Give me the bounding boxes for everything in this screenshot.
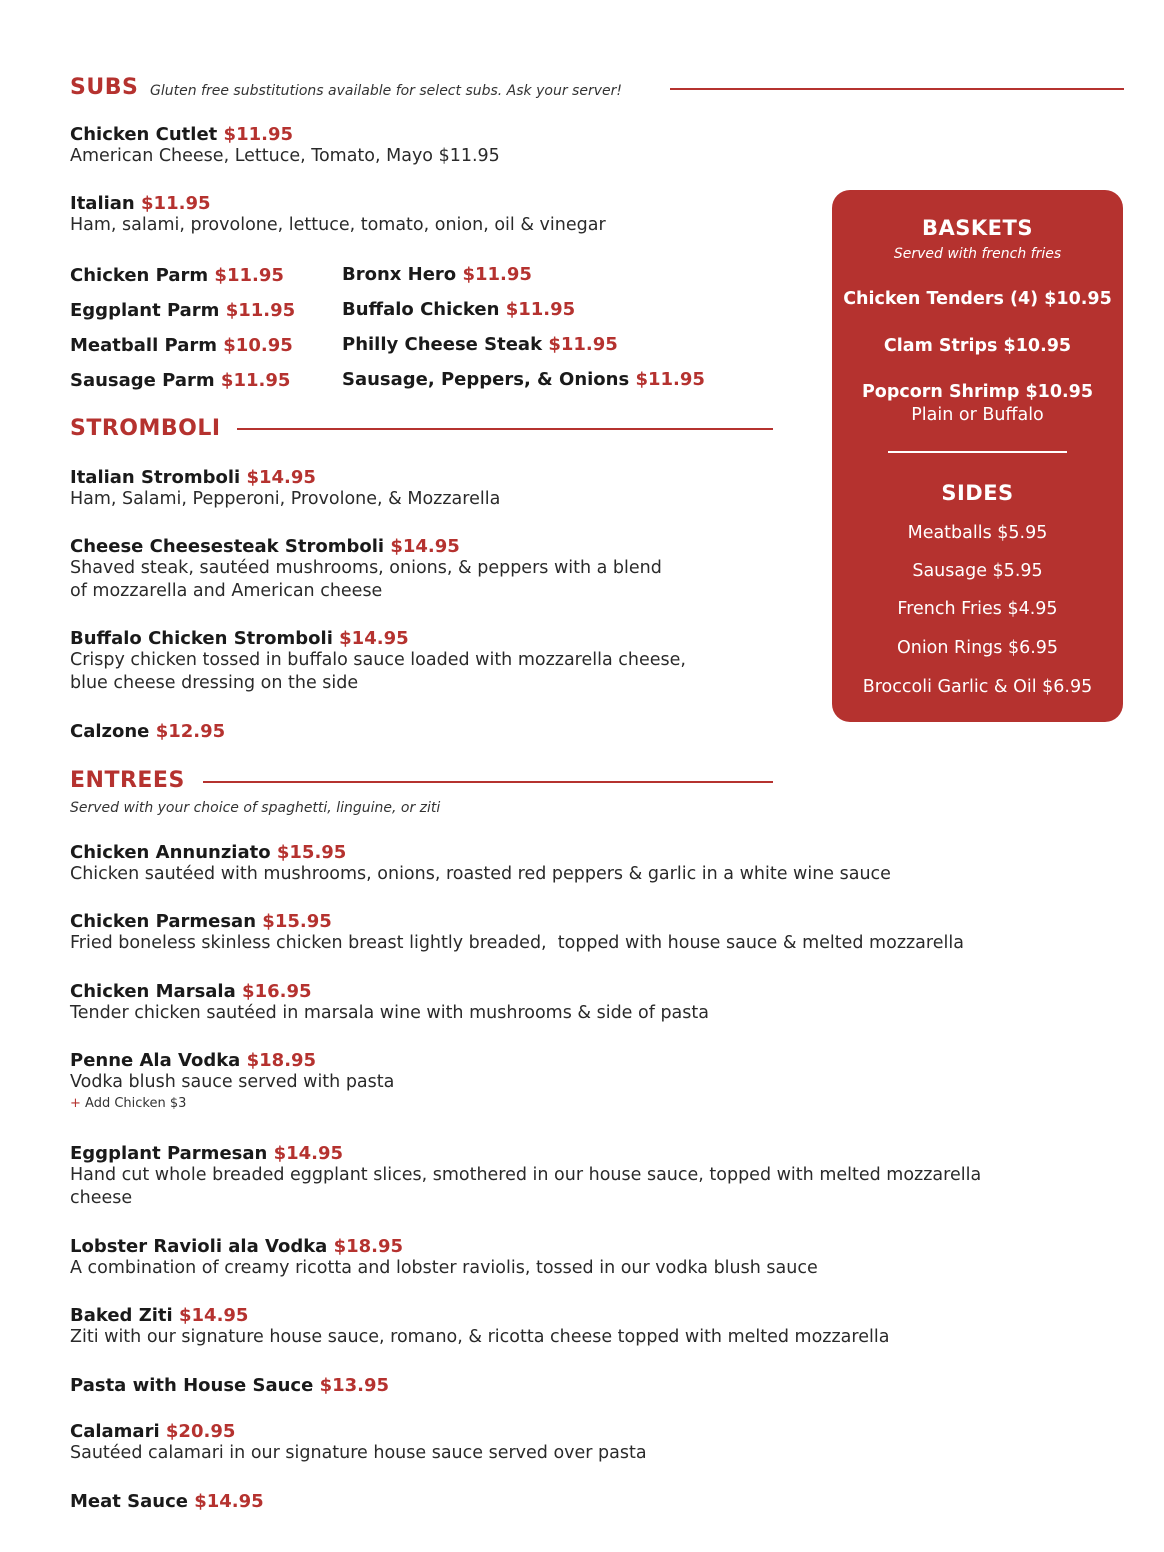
item-price: $14.95: [194, 1491, 264, 1512]
item-price: $14.95: [390, 536, 460, 557]
item-price: $11.95: [505, 299, 576, 320]
menu-item-lobster-ravioli: [70, 1236, 818, 1280]
entrees-note: Served with your choice of spaghetti, linguine, or ziti: [70, 800, 441, 816]
item-description: Ham, Salami, Pepperoni, Provolone, & Mozzarella: [70, 489, 501, 509]
baskets-title: BASKETS: [922, 216, 1033, 240]
basket-item-description: Plain or Buffalo: [911, 405, 1044, 425]
menu-item-pasta-house-sauce: [70, 1375, 389, 1396]
entrees-divider: [203, 781, 773, 783]
item-name: Chicken Parm: [70, 265, 209, 286]
item-name: Buffalo Chicken Stromboli: [70, 628, 333, 649]
item-description: of mozzarella and American cheese: [70, 581, 383, 601]
item-name: Lobster Ravioli ala Vodka: [70, 1236, 328, 1257]
menu-item: [342, 292, 705, 327]
item-name: Calzone: [70, 721, 150, 742]
baskets-note: Served with french fries: [893, 246, 1062, 262]
menu-item: [342, 327, 705, 362]
menu-item-italian-stromboli: [70, 467, 500, 511]
item-name: Buffalo Chicken: [342, 299, 500, 320]
item-description: Ham, salami, provolone, lettuce, tomato, onion, oil & vinegar: [70, 215, 606, 235]
item-name: Pasta with House Sauce: [70, 1375, 314, 1396]
item-description: Ziti with our signature house sauce, romano, & ricotta cheese topped with melted mozzarella: [70, 1327, 890, 1347]
item-price: $11.95: [141, 193, 211, 214]
item-name: Meat Sauce: [70, 1491, 188, 1512]
subs-note: Gluten free substitutions available for select subs. Ask your server!: [150, 83, 622, 99]
item-description: A combination of creamy ricotta and lobster raviolis, tossed in our vodka blush sauce: [70, 1258, 818, 1278]
item-name: Chicken Cutlet: [70, 124, 218, 145]
item-name: Sausage, Peppers, & Onions: [342, 369, 630, 390]
stromboli-divider: [237, 428, 773, 430]
item-name: Eggplant Parmesan: [70, 1143, 268, 1164]
item-price: $11.95: [214, 265, 284, 286]
subs-title: SUBS: [70, 75, 139, 100]
item-price: $12.95: [155, 721, 226, 742]
side-item: Sausage $5.95: [912, 561, 1043, 581]
menu-item: [342, 257, 705, 292]
item-price: $16.95: [242, 981, 312, 1002]
menu-item-penne-ala-vodka: [70, 1050, 394, 1111]
menu-item-italian: [70, 193, 606, 237]
subs-column-1: [70, 258, 295, 398]
item-description: Chicken sautéed with mushrooms, onions, roasted red peppers & garlic in a white wine sauce: [70, 864, 891, 884]
item-price: $14.95: [179, 1305, 249, 1326]
item-description: blue cheese dressing on the side: [70, 673, 359, 693]
baskets-sides-panel: [832, 190, 1123, 722]
item-name: Sausage Parm: [70, 370, 215, 391]
menu-item-calzone: [70, 721, 225, 742]
menu-item-cheese-cheesesteak-stromboli: [70, 536, 662, 603]
item-description: Fried boneless skinless chicken breast lightly breaded, topped with house sauce & melted mozzarella: [70, 933, 964, 953]
item-name: Chicken Parmesan: [70, 911, 257, 932]
side-item: Onion Rings $6.95: [896, 638, 1059, 658]
menu-item-buffalo-chicken-stromboli: [70, 628, 686, 695]
item-price: $14.95: [246, 467, 316, 488]
item-price: $14.95: [339, 628, 409, 649]
item-price: $11.95: [220, 370, 291, 391]
item-description: Crispy chicken tossed in buffalo sauce loaded with mozzarella cheese,: [70, 650, 686, 670]
item-description: Sautéed calamari in our signature house sauce served over pasta: [70, 1443, 647, 1463]
item-name: Philly Cheese Steak: [342, 334, 543, 355]
item-price: $14.95: [273, 1143, 344, 1164]
item-description: American Cheese, Lettuce, Tomato, Mayo $11.95: [70, 146, 500, 166]
item-price: $15.95: [262, 911, 332, 932]
basket-item: Popcorn Shrimp $10.95: [861, 382, 1094, 402]
menu-item-chicken-marsala: [70, 981, 709, 1025]
item-price: $11.95: [223, 124, 294, 145]
item-description: Hand cut whole breaded eggplant slices, smothered in our house sauce, topped with melted mozzarella: [70, 1165, 982, 1185]
addon-label: Add Chicken $3: [85, 1096, 187, 1111]
stromboli-title: STROMBOLI: [70, 416, 221, 441]
panel-divider: [888, 451, 1067, 453]
item-price: $18.95: [333, 1236, 404, 1257]
item-price: $11.95: [548, 334, 618, 355]
item-name: Italian Stromboli: [70, 467, 241, 488]
menu-item-baked-ziti: [70, 1305, 889, 1349]
item-name: Cheese Cheesesteak Stromboli: [70, 536, 385, 557]
item-price: $13.95: [319, 1375, 390, 1396]
menu-item: [70, 258, 295, 293]
item-addon: [70, 1096, 394, 1111]
subs-divider: [670, 88, 1124, 90]
sides-title: SIDES: [941, 481, 1014, 505]
basket-item: Chicken Tenders (4) $10.95: [843, 289, 1112, 309]
item-price: $18.95: [246, 1050, 317, 1071]
item-name: Chicken Annunziato: [70, 842, 271, 863]
menu-item: [70, 363, 295, 398]
item-price: $11.95: [462, 264, 532, 285]
side-item: Broccoli Garlic & Oil $6.95: [862, 677, 1093, 697]
item-price: $20.95: [165, 1421, 236, 1442]
item-description: Vodka blush sauce served with pasta: [70, 1072, 395, 1092]
side-item: French Fries $4.95: [897, 599, 1058, 619]
menu-item-chicken-cutlet: [70, 124, 500, 168]
item-description: cheese: [70, 1188, 133, 1208]
item-name: Bronx Hero: [342, 264, 457, 285]
item-description: Shaved steak, sautéed mushrooms, onions, & peppers with a blend: [70, 558, 662, 578]
item-name: Meatball Parm: [70, 335, 217, 356]
item-name: Eggplant Parm: [70, 300, 220, 321]
item-price: $11.95: [225, 300, 296, 321]
menu-item-eggplant-parmesan: [70, 1143, 981, 1210]
item-name: Baked Ziti: [70, 1305, 173, 1326]
plus-icon: +: [70, 1096, 81, 1111]
menu-item: [70, 293, 295, 328]
item-name: Chicken Marsala: [70, 981, 236, 1002]
menu-item-meat-sauce: [70, 1491, 264, 1512]
menu-item-calamari: [70, 1421, 647, 1465]
item-description: Tender chicken sautéed in marsala wine with mushrooms & side of pasta: [70, 1003, 709, 1023]
menu-item: [70, 328, 295, 363]
menu-item: [342, 362, 705, 397]
item-price: $15.95: [276, 842, 347, 863]
basket-item: Clam Strips $10.95: [883, 336, 1072, 356]
item-name: Italian: [70, 193, 135, 214]
entrees-title: ENTREES: [70, 768, 185, 793]
menu-item-chicken-parmesan: [70, 911, 964, 955]
item-name: Calamari: [70, 1421, 160, 1442]
item-name: Penne Ala Vodka: [70, 1050, 241, 1071]
menu-item-chicken-annunziato: [70, 842, 891, 886]
item-price: $10.95: [223, 335, 293, 356]
item-price: $11.95: [635, 369, 705, 390]
subs-column-2: [342, 257, 705, 397]
side-item: Meatballs $5.95: [907, 523, 1048, 543]
